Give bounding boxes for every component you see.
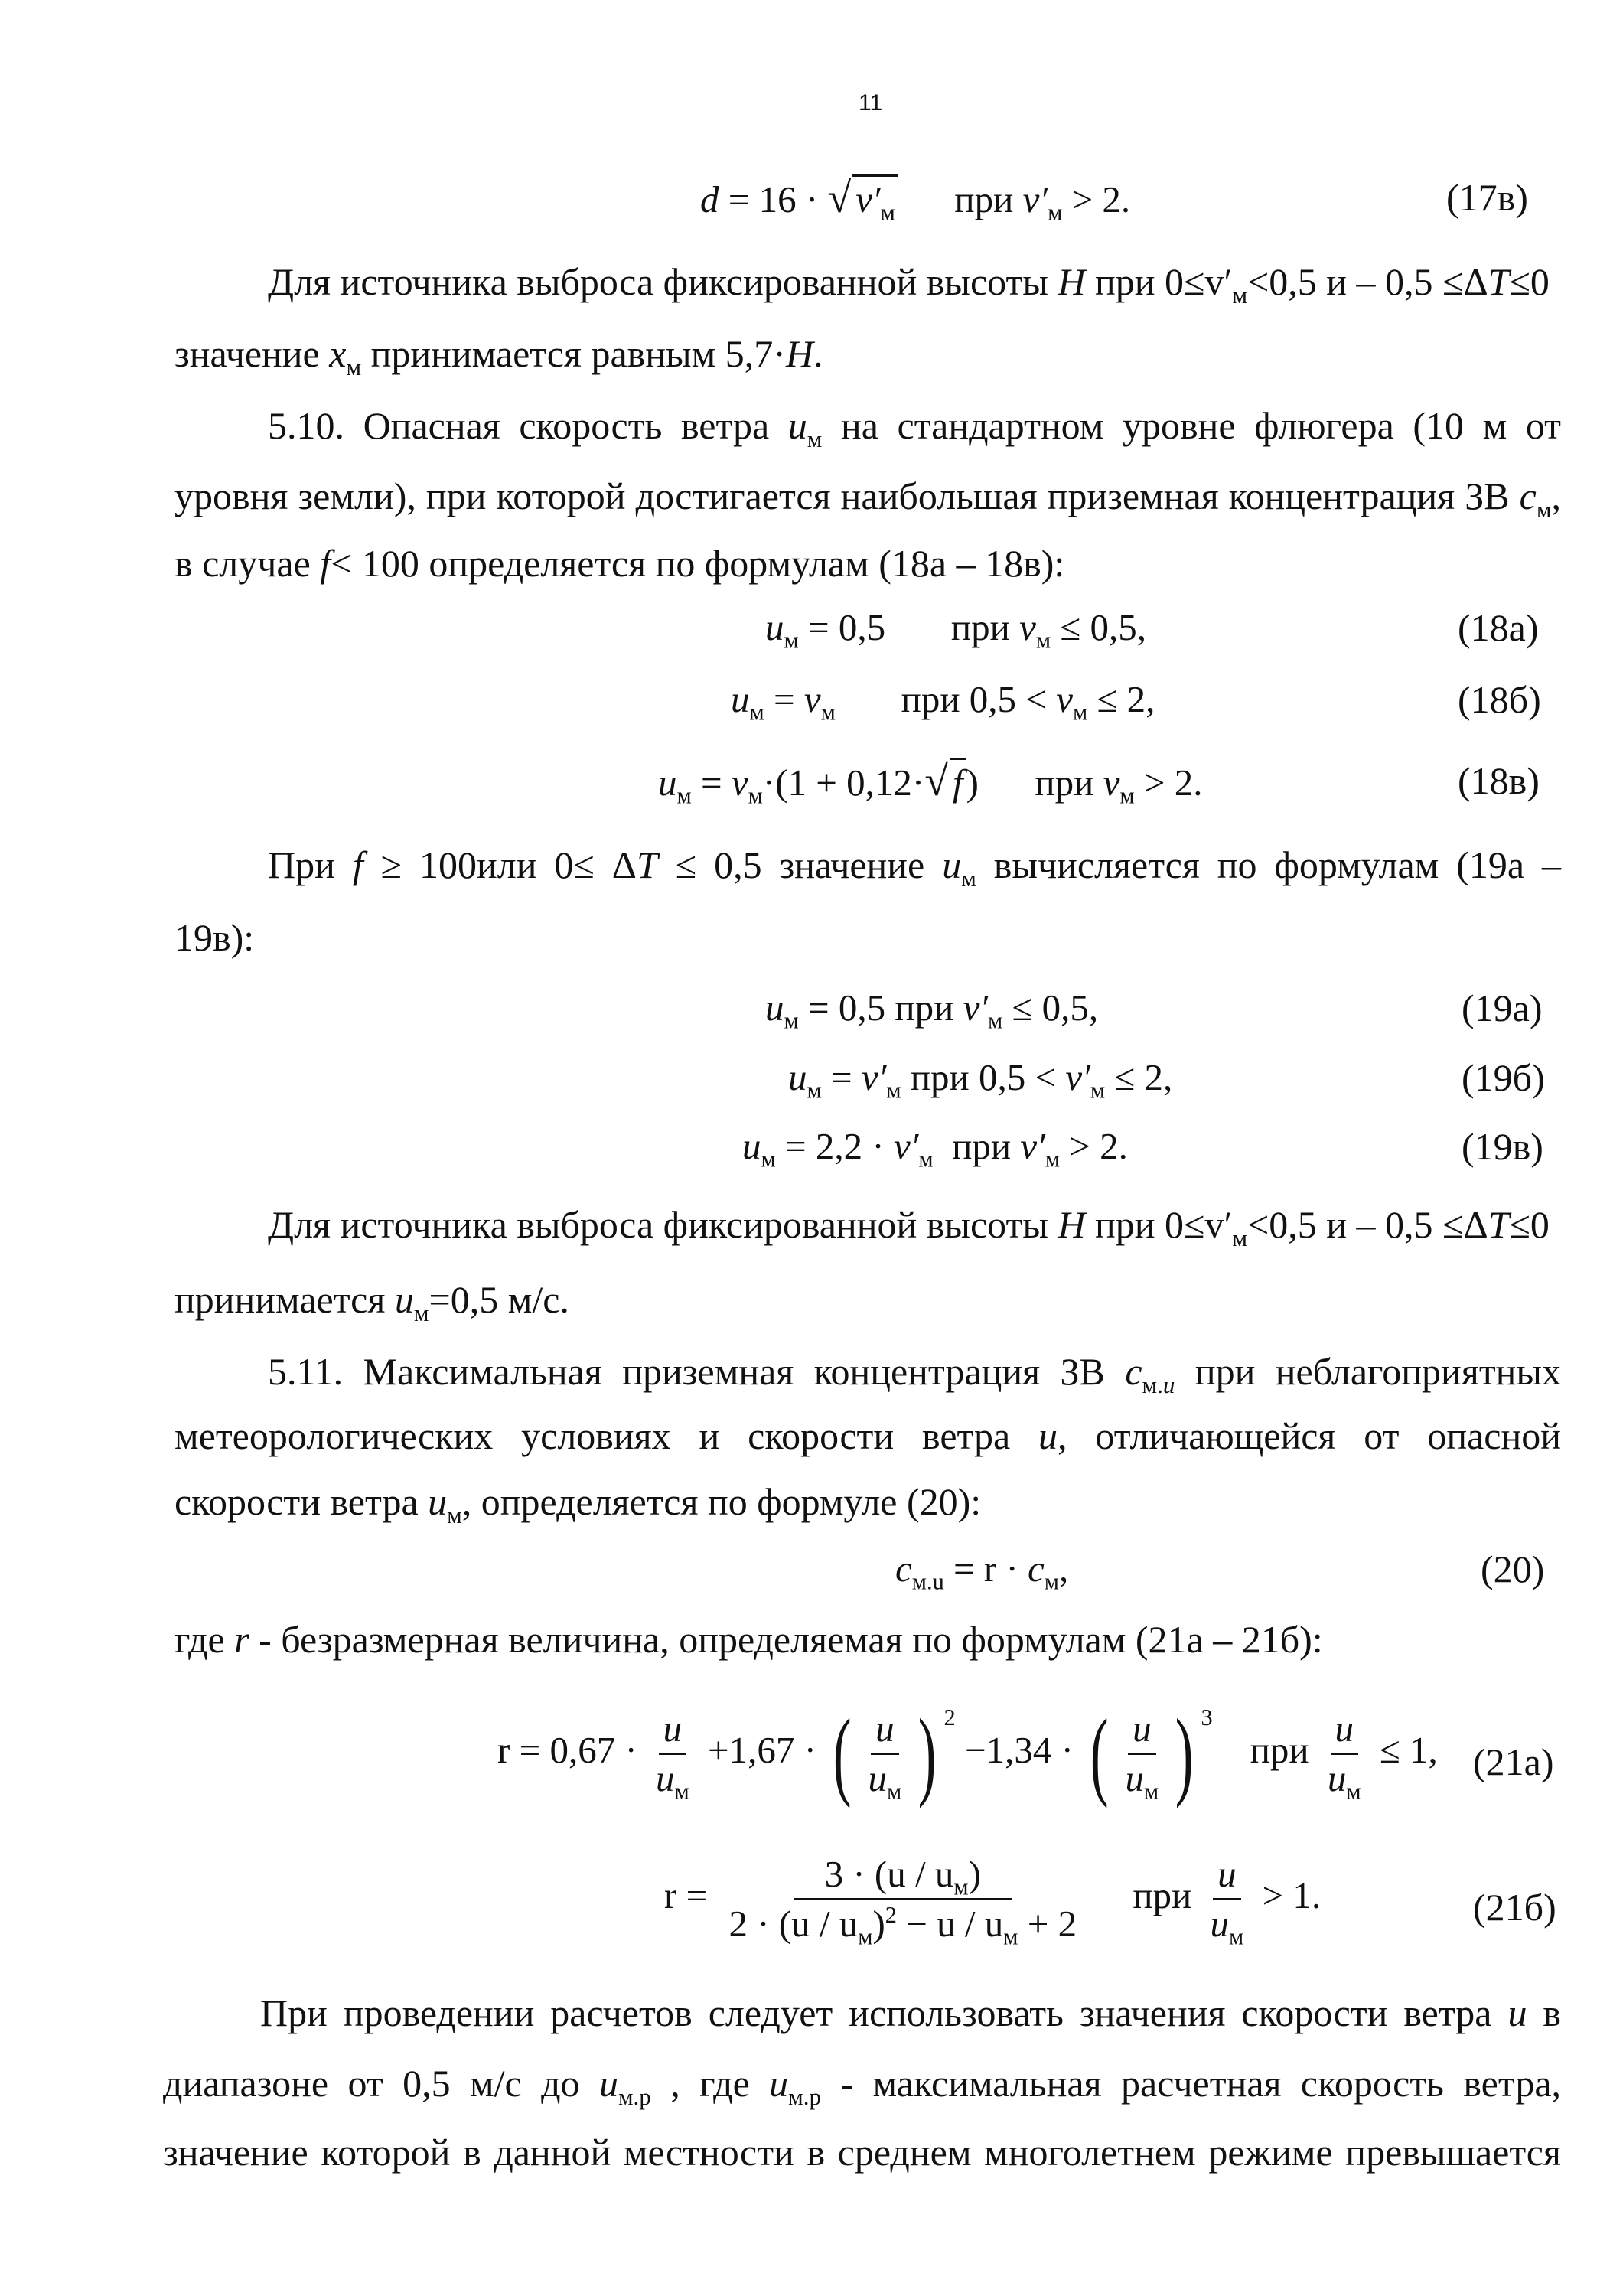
- equation-number-19a: (19а): [1462, 987, 1543, 1029]
- equation-18v: $u_м = v_м\cdot(1 + 0,12\cdot√$ f) при $v_м > 2$.: [658, 758, 1203, 809]
- paragraph-calc-line2: диапазоне от 0,5 м/с до $u_{м.р}$ , где $u_{м.р}$ - максимальная расчетная скорость ветра,: [163, 2062, 1562, 2110]
- equation-19b: $u_м = v'_м$ при $0,5 < v'_м \le 2$,: [788, 1056, 1173, 1104]
- equation-19v: $u_м = 2,2 \cdot v'_м$ при $v'_м > 2$.: [742, 1125, 1128, 1172]
- paragraph-5-10-line1: 5.10. Опасная скорость ветра $u_м$ на стандартном уровне флюгера (10 м от: [268, 404, 1562, 452]
- equation-number-20: (20): [1481, 1548, 1545, 1590]
- equation-18b: $u_м = v_м$ при $0,5 < v_м \le 2$,: [731, 678, 1155, 726]
- paragraph-19-intro-line1: При f ≥ 100или 0≤ ΔT ≤ 0,5 значение $u_м$ вычисляется по формулам (19а –: [268, 843, 1562, 892]
- paragraph-calc-line3: значение которой в данной местности в среднем многолетнем режиме превышается: [163, 2131, 1561, 2174]
- paragraph-19-intro-line2: 19в):: [174, 916, 255, 959]
- equation-17v: d = 16 · √ $v'_м$ при $v'_м > 2$.: [700, 174, 1131, 226]
- equation-number-21a: (21а): [1473, 1740, 1554, 1783]
- paragraph-fixed-height2-line1: Для источника выброса фиксированной высоты H при $0\le v'_м<0,5$ и – 0,5 ≤ΔT≤0: [268, 1203, 1550, 1251]
- equation-21b: r = $\frac{3 \cdot (u / u_м)}{2 \cdot (u / u_м)^2 - u / u_м + 2}$ при $\frac{u}{u_м}$ > 1.: [664, 1853, 1322, 1950]
- paragraph-5-11-line3: скорости ветра $u_м$, определяется по формуле (20):: [174, 1480, 982, 1528]
- equation-number-18v: (18в): [1458, 759, 1540, 802]
- paragraph-5-11-line1: 5.11. Максимальная приземная концентрация ЗВ $c_{м.u}$ при неблагоприятных: [268, 1350, 1562, 1398]
- equation-number-18a: (18а): [1458, 606, 1539, 649]
- paragraph-r-definition: где r - безразмерная величина, определяемая по формулам (21а – 21б):: [174, 1618, 1323, 1661]
- equation-number-21b: (21б): [1473, 1886, 1556, 1929]
- paragraph-calc-line1: При проведении расчетов следует использовать значения скорости ветра u в: [260, 1991, 1562, 2034]
- paragraph-5-10-line2: уровня земли), при которой достигается наибольшая приземная концентрация ЗВ $c_м$,: [174, 475, 1561, 523]
- paragraph-fixed-height-line1: Для источника выброса фиксированной высоты H при $0\le v'_м<0,5$ и – 0,5 ≤ΔT≤0: [268, 260, 1550, 308]
- equation-19a: $u_м = 0,5$ при $v'_м \le 0,5$,: [765, 987, 1099, 1034]
- paragraph-fixed-height2-line2: принимается $u_м=0,5$ м/с.: [174, 1278, 569, 1326]
- equation-number-18b: (18б): [1458, 678, 1541, 721]
- equation-number-19v: (19в): [1462, 1125, 1543, 1168]
- paragraph-fixed-height-line2: значение $x_м$ принимается равным 5,7·H.: [174, 332, 823, 380]
- paragraph-5-11-line2: метеорологических условиях и скорости ветра u, отличающейся от опасной: [174, 1414, 1561, 1457]
- page-number: 11: [859, 90, 883, 116]
- equation-number-17v: (17в): [1446, 176, 1528, 219]
- equation-18a: $u_м = 0,5$ при $v_м \le 0,5$,: [765, 606, 1146, 654]
- equation-21a: r = 0,67 · $\frac{u}{u_м}$ +1,67 · ( $\frac{u}{u_м}$ ) $^2$ −1,34 · ( $\frac{u}{u_м}$ ) $^3$ при $\frac{u}{u_м}$ ≤ 1,: [497, 1698, 1438, 1809]
- equation-number-19b: (19б): [1462, 1056, 1545, 1099]
- equation-20: $c_{м.u} = r \cdot c_м$,: [895, 1548, 1069, 1595]
- paragraph-5-10-line3: в случае f< 100 определяется по формулам (18а – 18в):: [174, 542, 1065, 585]
